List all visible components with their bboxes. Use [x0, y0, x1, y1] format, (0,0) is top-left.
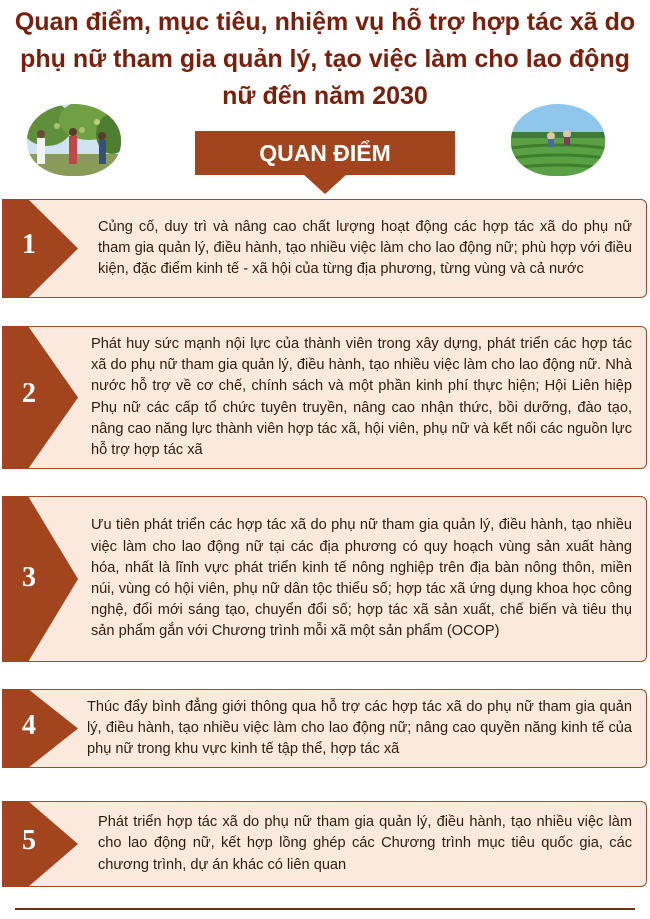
list-item	[0, 801, 650, 887]
list-item	[0, 326, 650, 469]
orchard-photo	[27, 104, 121, 176]
item-text: Thúc đẩy bình đẳng giới thông qua hỗ trợ các hợp tác xã do phụ nữ tham gia quản lý, điều hành, tạo nhiều việc làm cho lao động nữ; nâng cao quyền năng kinh tế của phụ nữ trong khu vực kinh tế tập thể, hợp tác xã	[87, 698, 632, 758]
banner-arrow	[303, 174, 347, 194]
item-text: Phát huy sức mạnh nội lực của thành viên trong xây dựng, phát triển các hợp tác xã do phụ nữ tham gia quản lý, điều hành, tạo nhiều việc làm cho lao động nữ. Nhà nước hỗ trợ về cơ chế, chính sách và một phần kinh phí thực hiện; Hội Liên hiệp Phụ nữ các cấp tổ chức tuyên truyền, nâng cao nhận thức, bồi dưỡng, đào tạo, nâng cao năng lực thành viên hợp tác xã, hội viên, phụ nữ và kết nối các nguồn lực hỗ trợ hợp tác xã	[91, 335, 632, 458]
item-number: 3	[22, 562, 36, 593]
section-heading: QUAN ĐIỂM	[195, 131, 455, 175]
item-text: Ưu tiên phát triển các hợp tác xã do phụ nữ tham gia quản lý, điều hành, tạo nhiều việc làm cho lao động nữ tại các địa phương có quy hoạch vùng sản xuất hàng hóa, nhất là lĩnh vực phát triển kinh tế nông nghiệp trên địa bàn nông thôn, miền núi, vùng có hội viên, phụ nữ dân tộc thiểu số; hợp tác xã ứng dụng khoa học công nghệ, đổi mới sáng tạo, chuyển đổi số; hợp tác xã sản xuất, chế biến và tiêu thụ sản phẩm gắn với Chương trình mỗi xã một sản phẩm (OCOP)	[91, 517, 632, 640]
bottom-divider	[15, 908, 635, 910]
item-text: Phát triển hợp tác xã do phụ nữ tham gia quản lý, điều hành, tạo nhiều việc làm cho lao động nữ, kết hợp lồng ghép các Chương trình mục tiêu quốc gia, các chương trình, dự án khác có liên quan	[98, 814, 632, 873]
list-item	[0, 199, 650, 298]
list-item	[0, 689, 650, 768]
item-number: 2	[22, 378, 36, 409]
list-item	[0, 496, 650, 662]
tea-field-photo	[511, 104, 605, 176]
item-number: 5	[22, 825, 36, 856]
page-title: Quan điểm, mục tiêu, nhiệm vụ hỗ trợ hợp tác xã do phụ nữ tham gia quản lý, tạo việc làm cho lao động nữ đến năm 2030	[14, 8, 636, 110]
item-text: Củng cố, duy trì và nâng cao chất lượng hoạt động các hợp tác xã do phụ nữ tham gia quản lý, điều hành, tạo nhiều việc làm cho lao động nữ; phù hợp với điều kiện, đặc điểm kinh tế - xã hội của từng địa phương, từng vùng và cả nước	[98, 218, 632, 278]
item-number: 4	[22, 710, 36, 741]
item-number: 1	[22, 229, 36, 260]
